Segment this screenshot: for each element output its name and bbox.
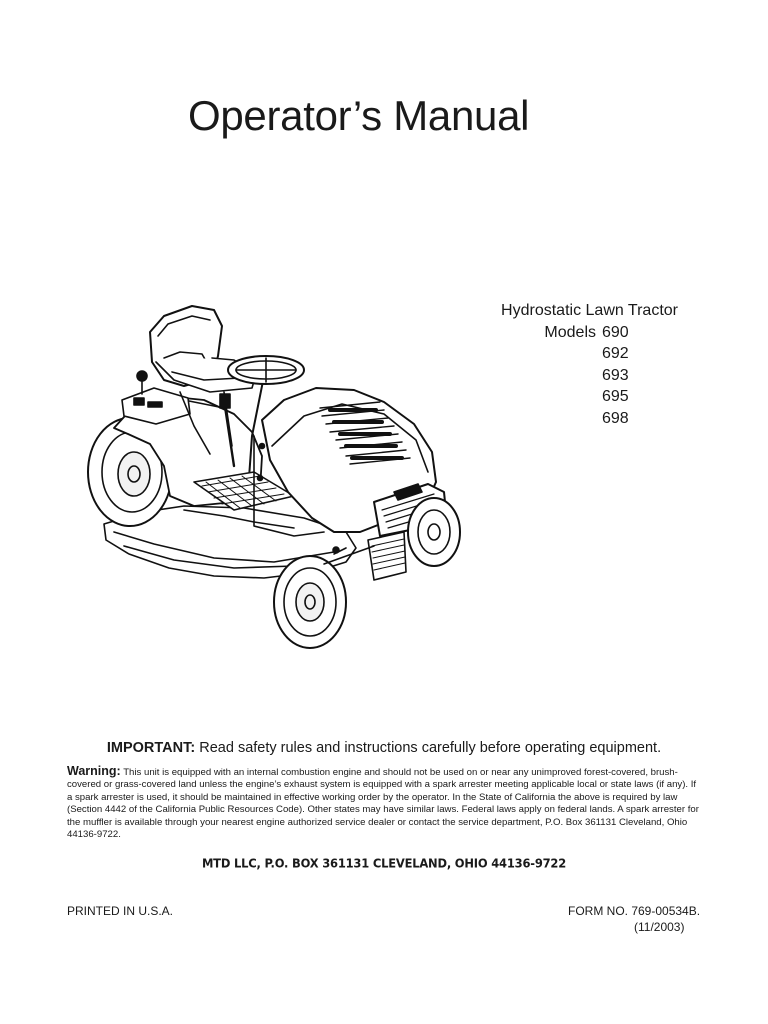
model-number: 698 [602, 409, 629, 427]
tractor-illustration-icon [84, 296, 470, 658]
warning-notice [67, 765, 703, 841]
page-title: Operator’s Manual [188, 92, 530, 139]
important-label: IMPORTANT: [106, 740, 196, 756]
printed-in: PRINTED IN U.S.A. [67, 904, 174, 918]
model-number: 692 [602, 345, 629, 362]
form-number-value: 769-00534B. [628, 904, 701, 918]
warning-label: Warning: [67, 764, 121, 778]
models-row [440, 322, 678, 430]
models-label: Models [544, 323, 596, 341]
model-number: 693 [602, 366, 629, 384]
important-notice [0, 740, 768, 756]
product-info [440, 300, 678, 429]
form-label: FORM NO. [568, 904, 628, 918]
form-date: (11/2003) [634, 920, 685, 934]
form-number [568, 904, 700, 918]
model-number: 695 [602, 388, 629, 405]
models-list [602, 322, 629, 430]
warning-text: This unit is equipped with an internal combustion engine and should not be used on or near any unimproved forest-covered, brush-covered or grass-covered land unless the engine’s exhaust system is equipped with a spark arrester meeting applicable local or state laws (if any). If a spark arrester is used, it should be maintained in effective working order by the operator. In the State of California the above is required by law (Section 4442 of the California Public Resources Code). Other states may have similar laws. Federal laws apply on federal lands. A spark arrester for the muffler is available through your nearest engine authorized service dealer or contact the service department, P.O. Box 361131 Cleveland, Ohio 44136-9722. [67, 767, 699, 841]
product-type: Hydrostatic Lawn Tractor [501, 302, 678, 319]
important-text: Read safety rules and instructions carefully before operating equipment. [195, 740, 662, 756]
model-number: 690 [602, 323, 629, 341]
company-address: MTD LLC, P.O. BOX 361131 CLEVELAND, OHIO 44136-9722 [201, 855, 567, 871]
